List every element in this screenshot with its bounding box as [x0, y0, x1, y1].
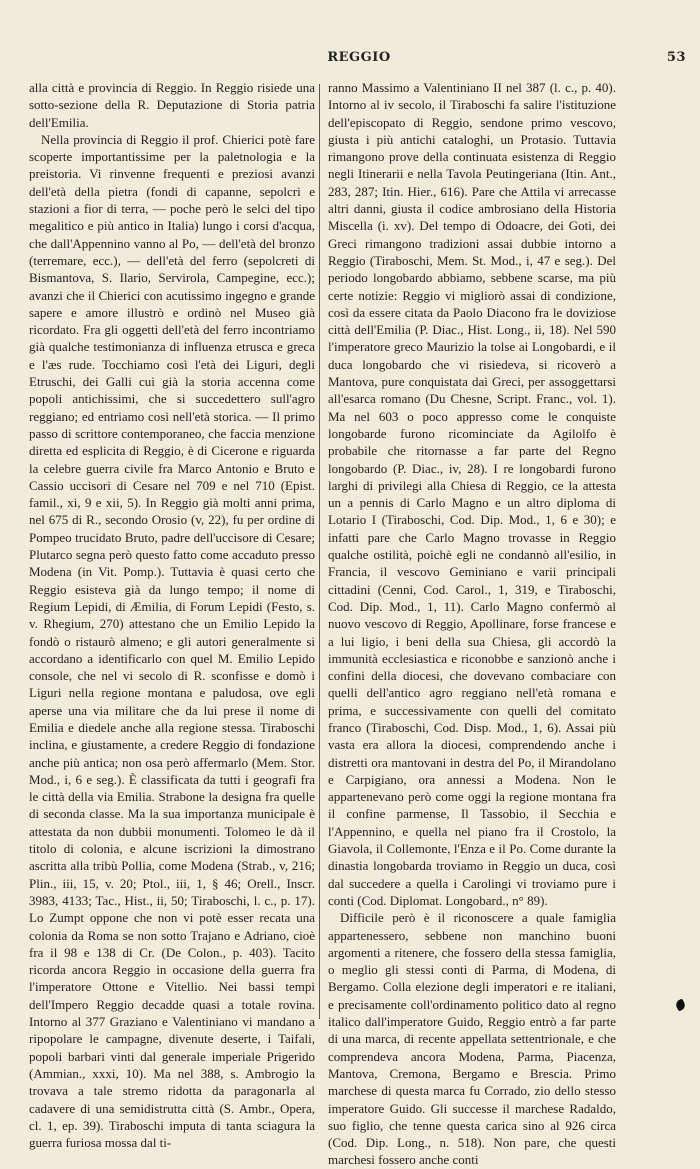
left-paragraph-1: alla città e provincia di Reggio. In Reggio risiede una sotto-sezione della R. Deputazione di Storia patria dell'Emilia. — [29, 80, 315, 130]
column-divider — [319, 84, 320, 1019]
page-header — [30, 50, 688, 70]
right-column — [328, 79, 616, 1168]
page-number: 53 — [666, 50, 686, 65]
ink-mark — [674, 998, 687, 1011]
right-paragraph-1: ranno Massimo a Valentiniano II nel 387 (l. c., p. 40). Intorno al iv secolo, il Tiraboschi fa salire l'istituzione dell'episcopato di Reggio, sendone primo vescovo, giusta i più antichi cataloghi, un Protasio. Tuttavia rimangono prove della continuata esistenza di Reggio negli Itinerarii e nella Tavola Peutingeriana (Itin. Ant., 283, 287; Itin. Hier., 616). Pare che Attila vi arrecasse altri danni, giusta il codice ambrosiano della Historia Miscella (i. xv). Del tempo di Odoacre, dei Goti, dei Greci rimangono tradizioni assai dubbie intorno a Reggio (Tiraboschi, Mem. St. Mod., i, 47 e seg.). Del periodo longobardo abbiamo, sebbene scarse, ma più certe notizie: Reggio vi migliorò assai di condizione, così da essere citata da Paolo Diacono fra le doviziose città dell'Emilia (P. Diac., Hist. Long., ii, 18). Nel 590 l'imperatore greco Maurizio la tolse ai Longobardi, e il duca longobardo che vi risiedeva, si ricoverò a Mantova, pure conquistata dai Greci, per assoggettarsi all'esarca romano (Du Chesne, Script. Franc., vol. 1). Ma nel 603 o poco appresso come le conquiste longobarde furono ricominciate da Agilolfo è probabile che ritornasse a far parte del Regno longobardo (P. Diac., iv, 28). I re longobardi furono larghi di privilegi alla Chiesa di Reggio, ce la attesta un a pennis di Carlo Magno e un altro diploma di Lotario I (Tiraboschi, Cod. Dip. Mod., 1, 6 e 30); e infatti pare che Carlo Magno trovasse in Reggio qualche ostilità, poichè egli ne condannò all'esilio, in Francia, il vescovo Geminiano e varii principali cittadini (Cenni, Cod. Carol., 1, 319, e Tiraboschi, Cod. Dip. Mod., 1, 11). Carlo Magno confermò al nuovo vescovo di Reggio, Apollinare, forse francese e a lui ligio, i beni della sua Chiesa, gli accordò la immunità ecclesiastica e riconobbe e sanzionò anche i confini della diocesi, che dovevano combaciare con quelli dell'antico agro reggiano nell'età romana e prima, e successivamente con quelli del comitato franco (Tiraboschi, Cod. Disp. Mod., 1, 6). Assai più vasta era allora la diocesi, comprendendo anche i distretti ora mantovani in destra del Po, il Mirandolano e Carpigiano, ora annessi a Modena. Non le appartenevano però come oggi la regione montana fra il confine parmense, Il Tassobio, il Secchia e l'Appennino, e quella nel piano fra il Crostolo, la Giavola, il Collemonte, l'Enza e il Po. Come durante la dinastia longobarda troviamo in Reggio un duca, così dal succedere a quella i Carolingi vi troviamo pure i conti (Cod. Diplomat. Longobard., n° 89). — [328, 80, 616, 908]
right-paragraph-2: Difficile però è il riconoscere a quale famiglia appartenessero, sebbene non manchino buoni argomenti a ritenere, che fossero della stessa famiglia, o meglio gli stessi conti di Parma, di Modena, di Bergamo. Colla elezione degli imperatori e re italiani, e precisamente coll'ordinamento politico dato al regno italico dall'imperatore Guido, Reggio entrò a far parte di una marca, di recente appellata settentrionale, e che comprendeva ancora Modena, Parma, Piacenza, Mantova, Cremona, Bergamo e Brescia. Primo marchese di questa marca fu Corrado, zio dello stesso imperatore Guido. Gli successe il marchese Radaldo, suo figlio, che tenne questa carica sino al 926 circa (Cod. Dip. Long., n. 518). Non pare, che questi marchesi fossero anche conti — [328, 910, 616, 1168]
left-column — [29, 79, 315, 1151]
left-paragraph-2: Nella provincia di Reggio il prof. Chierici potè fare scoperte importantissime per la paletnologia e la preistoria. Vi rinvenne frequenti e preziosi avanzi dell'età della pietra (fondi di capanne, sepolcri e stazioni a fior di terra, — poche però le selci del tipo megalitico e più antico in Italia) lungo i corsi d'acqua, che dall'Appennino vanno al Po, — dell'età del bronzo (terremare, ecc.), — dell'età del ferro (sepolcreti di Bismantova, S. Ilario, Servirola, Campegine, ecc.); avanzi che il Chierici con acutissimo ingegno e grande sapere e amore illustrò e ordinò nel Museo già ricordato. Fra gli oggetti dell'età del ferro incontriamo già qualche testimonianza di influenza etrusca e greca e l'æs rude. Tocchiamo così l'età dei Liguri, degli Etruschi, dei Galli cui già la storia accenna come popoli antichissimi, che si succedettero sull'agro reggiano; ed entriamo così nell'età storica. — Il primo passo di scrittore contemporaneo, che faccia menzione diretta ed esplicita di Reggio, è di Cicerone e riguarda la celebre guerra civile fra Marco Antonio e Bruto e Cassio uccisori di Cesare nel 709 e nel 710 (Epist. famil., xi, 9 e xii, 5). In Reggio già molti anni prima, nel 675 di R., secondo Orosio (v, 22), fu per ordine di Pompeo trucidato Bruto, padre dell'uccisore di Cesare; Plutarco segna però questo fatto come accaduto presso Modena (in Vit. Pomp.). Tuttavia è quasi certo che Reggio esisteva già da lungo tempo; il nome di Regium Lepidi, di Æmilia, di Forum Lepidi (Festo, s. v. Rhegium, 270) attestano che un Emilio Lepido la fondò o ristaurò almeno; e gli autori generalmente si accordano a identificarlo con quel M. Emilio Lepido console, che nel vi secolo di R. sconfisse e domò i Liguri nella regione montana e paludosa, ove egli aperse una via militare che da lui prese il nome di Emilia e diedele anche alla regione stessa. Tiraboschi inclina, e giustamente, a credere Reggio di fondazione anche più antica; non osa però affermarlo (Mem. Stor. Mod., i, 6 e seg.). È classificata da tutti i geografi fra le città della via Emilia. Strabone la designa fra quelle di seconda classe. Ma la sua importanza municipale è attestata da non dubbii monumenti. Tolomeo le dà il titolo di colonia, e alcune iscrizioni la dimostrano ascritta alla tribù Pollia, come Modena (Strab., v, 216; Plin., iii, 15, v. 20; Ptol., iii, 1, § 46; Orell., Inscr. 3983, 4133; Tac., Hist., ii, 50; Tiraboschi, l. c., p. 17). Lo Zumpt oppone che non vi potè esser recata una colonia da Roma se non sotto Trajano e Adriano, cioè fra il 98 e 138 di Cr. (De Colon., p. 403). Tacito ricorda ancora Reggio in occasione della guerra fra l'imperatore Ottone e Vitellio. Nei bassi tempi dell'Impero Reggio decadde quasi a totale rovina. Intorno al 377 Graziano e Valentiniano vi mandano a ripopolare le campagne, divenute deserte, i Taifali, popoli barbari vinti dal generale imperiale Prigerido (Ammian., xxxi, 10). Ma nel 388, s. Ambrogio la trovava a tale stremo ridotta da paragonarla al cadavere di una semidistrutta città (S. Ambr., Opera, cl. 1, ep. 39). Tiraboschi imputa di tanta sciagura la guerra furiosa mossa dal ti- — [29, 131, 315, 1151]
running-title: REGGIO — [327, 50, 391, 65]
